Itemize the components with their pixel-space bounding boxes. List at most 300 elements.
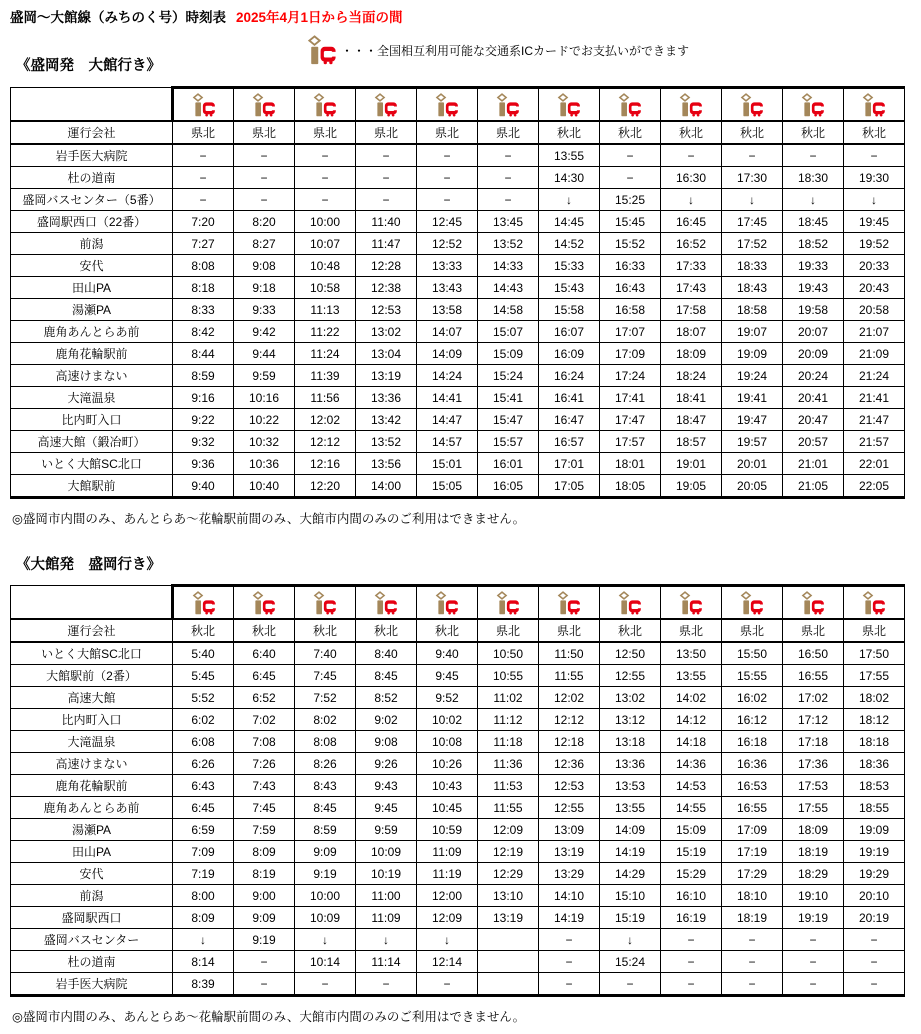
operator-cell: 秋北	[417, 619, 478, 642]
time-cell: 15:58	[539, 299, 600, 321]
time-cell: 13:19	[356, 365, 417, 387]
time-cell: 15:24	[600, 951, 661, 973]
time-cell: 7:02	[234, 709, 295, 731]
time-cell: 11:14	[356, 951, 417, 973]
time-cell: 18:18	[844, 731, 905, 753]
time-cell: 8:20	[234, 211, 295, 233]
time-cell: 12:50	[600, 642, 661, 665]
time-cell: 13:50	[661, 642, 722, 665]
time-cell: 13:55	[661, 665, 722, 687]
time-cell: 19:05	[661, 475, 722, 498]
ic-card-icon	[600, 586, 661, 620]
time-cell: 9:33	[234, 299, 295, 321]
time-cell: 16:53	[722, 775, 783, 797]
time-cell: 18:09	[661, 343, 722, 365]
time-cell: 10:43	[417, 775, 478, 797]
time-cell: 9:08	[234, 255, 295, 277]
time-cell: 16:30	[661, 167, 722, 189]
time-cell: 7:20	[173, 211, 234, 233]
ic-card-icon	[234, 88, 295, 122]
stop-name-cell: 安代	[11, 863, 173, 885]
time-cell: 14:18	[661, 731, 722, 753]
time-cell: 17:09	[600, 343, 661, 365]
time-cell: 16:41	[539, 387, 600, 409]
stop-row	[11, 775, 905, 797]
stop-row	[11, 819, 905, 841]
time-cell: 18:36	[844, 753, 905, 775]
time-cell: 17:02	[783, 687, 844, 709]
stop-row	[11, 299, 905, 321]
ic-card-icon	[783, 586, 844, 620]
stop-row	[11, 731, 905, 753]
operator-cell: 県北	[234, 121, 295, 144]
time-cell: 7:09	[173, 841, 234, 863]
stop-row	[11, 387, 905, 409]
time-cell: 13:52	[478, 233, 539, 255]
time-cell: 15:47	[478, 409, 539, 431]
time-cell: 8:52	[356, 687, 417, 709]
time-cell: 11:09	[356, 907, 417, 929]
stop-name-cell: 大滝温泉	[11, 387, 173, 409]
time-cell: 13:53	[600, 775, 661, 797]
time-cell: 14:33	[478, 255, 539, 277]
time-cell: −	[600, 167, 661, 189]
stop-name-cell: 杜の道南	[11, 951, 173, 973]
time-cell: 6:40	[234, 642, 295, 665]
ic-card-icon	[173, 586, 234, 620]
time-cell: −	[173, 167, 234, 189]
time-cell: −	[356, 167, 417, 189]
time-cell: 8:09	[234, 841, 295, 863]
operator-cell: 県北	[783, 619, 844, 642]
time-cell: 19:07	[722, 321, 783, 343]
time-cell: 8:08	[173, 255, 234, 277]
time-cell: 17:36	[783, 753, 844, 775]
stop-row	[11, 189, 905, 211]
time-cell: −	[600, 973, 661, 996]
stop-row	[11, 797, 905, 819]
time-cell: −	[722, 929, 783, 951]
ic-card-icon	[356, 88, 417, 122]
stop-row	[11, 841, 905, 863]
time-cell: 12:20	[295, 475, 356, 498]
time-cell: 20:58	[844, 299, 905, 321]
time-cell: 12:14	[417, 951, 478, 973]
time-cell: 17:41	[600, 387, 661, 409]
stop-name-cell: 比内町入口	[11, 709, 173, 731]
operator-cell: 秋北	[539, 121, 600, 144]
time-cell: 8:14	[173, 951, 234, 973]
time-cell: 19:24	[722, 365, 783, 387]
time-cell: −	[356, 144, 417, 167]
time-cell: 15:09	[661, 819, 722, 841]
operator-header-cell: 運行会社	[11, 121, 173, 144]
time-cell: −	[539, 951, 600, 973]
time-cell: 9:43	[356, 775, 417, 797]
time-cell: 19:09	[722, 343, 783, 365]
time-cell: −	[356, 973, 417, 996]
time-cell: 7:52	[295, 687, 356, 709]
time-cell: 19:43	[783, 277, 844, 299]
time-cell: 17:18	[783, 731, 844, 753]
section-heading-outbound: 《盛岡発 大館行き》	[16, 58, 161, 74]
time-cell: 18:19	[783, 841, 844, 863]
time-cell: 10:14	[295, 951, 356, 973]
time-cell: 18:58	[722, 299, 783, 321]
time-cell: 20:09	[783, 343, 844, 365]
time-cell: 13:12	[600, 709, 661, 731]
time-cell	[478, 973, 539, 996]
time-cell: 7:40	[295, 642, 356, 665]
time-cell: 19:09	[844, 819, 905, 841]
time-cell: 10:08	[417, 731, 478, 753]
time-cell: −	[844, 973, 905, 996]
time-cell: 14:30	[539, 167, 600, 189]
time-cell: 16:07	[539, 321, 600, 343]
time-cell: −	[417, 144, 478, 167]
time-cell: −	[417, 189, 478, 211]
operator-cell: 県北	[539, 619, 600, 642]
time-cell: 18:02	[844, 687, 905, 709]
time-cell: 13:42	[356, 409, 417, 431]
time-cell: −	[234, 144, 295, 167]
time-cell: 12:02	[295, 409, 356, 431]
timetable-outbound	[10, 86, 905, 499]
time-cell: 18:10	[722, 885, 783, 907]
time-cell: 12:00	[417, 885, 478, 907]
time-cell: 21:05	[783, 475, 844, 498]
time-cell: −	[173, 144, 234, 167]
time-cell: 21:47	[844, 409, 905, 431]
time-cell: 13:56	[356, 453, 417, 475]
time-cell: 21:41	[844, 387, 905, 409]
operator-cell: 秋北	[722, 121, 783, 144]
time-cell: 11:02	[478, 687, 539, 709]
time-cell: 15:24	[478, 365, 539, 387]
time-cell: 14:58	[478, 299, 539, 321]
time-cell: −	[295, 973, 356, 996]
time-cell: 12:53	[356, 299, 417, 321]
stop-row	[11, 665, 905, 687]
time-cell: 12:02	[539, 687, 600, 709]
time-cell: 12:45	[417, 211, 478, 233]
time-cell: 12:28	[356, 255, 417, 277]
time-cell: 16:10	[661, 885, 722, 907]
time-cell: 19:47	[722, 409, 783, 431]
time-cell: 11:55	[478, 797, 539, 819]
time-cell: 17:24	[600, 365, 661, 387]
time-cell: −	[783, 951, 844, 973]
time-cell: 9:40	[417, 642, 478, 665]
time-cell: 22:05	[844, 475, 905, 498]
time-cell: ↓	[844, 189, 905, 211]
time-cell: 13:02	[600, 687, 661, 709]
stop-row	[11, 431, 905, 453]
ic-card-icon	[173, 88, 234, 122]
operator-cell: 秋北	[844, 121, 905, 144]
time-cell: 19:33	[783, 255, 844, 277]
time-cell: 10:00	[295, 211, 356, 233]
time-cell: 14:29	[600, 863, 661, 885]
time-cell: −	[478, 167, 539, 189]
stop-row	[11, 642, 905, 665]
time-cell: 18:33	[722, 255, 783, 277]
time-cell: 7:59	[234, 819, 295, 841]
section-heading-inbound: 《大館発 盛岡行き》	[16, 557, 161, 573]
ic-header-row	[11, 586, 905, 620]
time-cell: 11:22	[295, 321, 356, 343]
time-cell: 9:18	[234, 277, 295, 299]
time-cell: −	[356, 189, 417, 211]
time-cell: 12:38	[356, 277, 417, 299]
time-cell: 11:50	[539, 642, 600, 665]
time-cell: 8:39	[173, 973, 234, 996]
time-cell: 15:05	[417, 475, 478, 498]
time-cell: 13:52	[356, 431, 417, 453]
time-cell: 11:39	[295, 365, 356, 387]
operator-cell: 県北	[356, 121, 417, 144]
operator-row	[11, 619, 905, 642]
stop-name-cell: 盛岡駅西口（22番）	[11, 211, 173, 233]
time-cell: −	[661, 973, 722, 996]
time-cell: 7:43	[234, 775, 295, 797]
time-cell: 7:08	[234, 731, 295, 753]
time-cell: 16:36	[722, 753, 783, 775]
operator-cell: 県北	[173, 121, 234, 144]
stop-row	[11, 277, 905, 299]
operator-cell: 秋北	[234, 619, 295, 642]
time-cell: 9:19	[234, 929, 295, 951]
operator-cell: 秋北	[295, 619, 356, 642]
time-cell: 16:47	[539, 409, 600, 431]
ic-card-icon	[417, 88, 478, 122]
time-cell: 8:45	[295, 797, 356, 819]
stop-name-cell: 高速けまない	[11, 365, 173, 387]
stop-name-cell: 湯瀬PA	[11, 819, 173, 841]
time-cell: 7:26	[234, 753, 295, 775]
stop-name-cell: 盛岡駅西口	[11, 907, 173, 929]
time-cell: 9:44	[234, 343, 295, 365]
time-cell: 17:55	[783, 797, 844, 819]
time-cell: 15:41	[478, 387, 539, 409]
operator-cell: 県北	[295, 121, 356, 144]
ic-card-icon	[295, 88, 356, 122]
stop-name-cell: 杜の道南	[11, 167, 173, 189]
time-cell: 20:24	[783, 365, 844, 387]
time-cell: 15:45	[600, 211, 661, 233]
time-cell: 12:09	[478, 819, 539, 841]
stop-name-cell: 高速大館（鍛冶町）	[11, 431, 173, 453]
ic-legend	[306, 33, 689, 67]
time-cell: 17:57	[600, 431, 661, 453]
time-cell: 21:57	[844, 431, 905, 453]
time-cell: 10:19	[356, 863, 417, 885]
time-cell: 8:45	[356, 665, 417, 687]
stop-name-cell: 田山PA	[11, 841, 173, 863]
time-cell: 15:19	[600, 907, 661, 929]
stop-row	[11, 709, 905, 731]
time-cell: 15:19	[661, 841, 722, 863]
time-cell: 12:29	[478, 863, 539, 885]
stop-row	[11, 365, 905, 387]
time-cell: 18:05	[600, 475, 661, 498]
title-period: 2025年4月1日から当面の間	[236, 10, 403, 25]
time-cell: 14:09	[417, 343, 478, 365]
time-cell: 9:16	[173, 387, 234, 409]
ic-card-icon	[661, 88, 722, 122]
time-cell: 9:09	[234, 907, 295, 929]
time-cell: 11:19	[417, 863, 478, 885]
time-cell: 9:59	[234, 365, 295, 387]
time-cell: 16:45	[661, 211, 722, 233]
ic-header-row	[11, 88, 905, 122]
stop-name-cell: 岩手医大病院	[11, 144, 173, 167]
time-cell: −	[722, 144, 783, 167]
time-cell: 10:16	[234, 387, 295, 409]
time-cell: 13:02	[356, 321, 417, 343]
time-cell: 12:19	[478, 841, 539, 863]
operator-cell: 県北	[661, 619, 722, 642]
stop-row	[11, 863, 905, 885]
time-cell: 18:43	[722, 277, 783, 299]
time-cell: 10:40	[234, 475, 295, 498]
note-outbound: ◎盛岡市内間のみ、あんとらあ～花輪駅前間のみ、大館市内間のみのご利用はできません。	[12, 512, 526, 526]
time-cell: 8:59	[295, 819, 356, 841]
time-cell: 17:29	[722, 863, 783, 885]
time-cell: 19:58	[783, 299, 844, 321]
time-cell: 16:57	[539, 431, 600, 453]
time-cell: 18:24	[661, 365, 722, 387]
time-cell: 12:55	[539, 797, 600, 819]
time-cell: 21:09	[844, 343, 905, 365]
time-cell: 9:36	[173, 453, 234, 475]
time-cell: −	[234, 189, 295, 211]
stop-name-cell: 前潟	[11, 885, 173, 907]
time-cell: −	[600, 144, 661, 167]
time-cell: 18:12	[844, 709, 905, 731]
time-cell: 10:50	[478, 642, 539, 665]
time-cell: 8:27	[234, 233, 295, 255]
time-cell	[478, 929, 539, 951]
stop-row	[11, 951, 905, 973]
time-cell: −	[722, 951, 783, 973]
time-cell: 17:12	[783, 709, 844, 731]
time-cell: 18:07	[661, 321, 722, 343]
time-cell: 13:55	[539, 144, 600, 167]
operator-cell: 秋北	[173, 619, 234, 642]
time-cell: −	[539, 973, 600, 996]
time-cell: 18:09	[783, 819, 844, 841]
ic-card-icon	[783, 88, 844, 122]
stop-name-cell: 比内町入口	[11, 409, 173, 431]
time-cell: 13:29	[539, 863, 600, 885]
time-cell: 10:48	[295, 255, 356, 277]
time-cell: 14:12	[661, 709, 722, 731]
time-cell: 5:52	[173, 687, 234, 709]
page-title	[10, 6, 403, 26]
stop-row	[11, 409, 905, 431]
time-cell: 20:57	[783, 431, 844, 453]
time-cell: 16:24	[539, 365, 600, 387]
time-cell: 19:45	[844, 211, 905, 233]
time-cell: 14:53	[661, 775, 722, 797]
time-cell: −	[783, 144, 844, 167]
ic-card-icon	[417, 586, 478, 620]
time-cell: 18:52	[783, 233, 844, 255]
stop-row	[11, 475, 905, 498]
time-cell: 11:53	[478, 775, 539, 797]
time-cell: 8:02	[295, 709, 356, 731]
time-cell: 17:07	[600, 321, 661, 343]
time-cell: ↓	[417, 929, 478, 951]
stop-name-cell: 鹿角あんとらあ前	[11, 321, 173, 343]
stop-name-cell: 盛岡バスセンター	[11, 929, 173, 951]
time-cell: −	[661, 144, 722, 167]
note-inbound: ◎盛岡市内間のみ、あんとらあ～花輪駅前間のみ、大館市内間のみのご利用はできません。	[12, 1010, 526, 1024]
time-cell: 10:58	[295, 277, 356, 299]
time-cell: 21:07	[844, 321, 905, 343]
time-cell: 17:58	[661, 299, 722, 321]
time-cell: 11:47	[356, 233, 417, 255]
operator-cell: 県北	[478, 619, 539, 642]
time-cell: −	[478, 189, 539, 211]
time-cell: 12:53	[539, 775, 600, 797]
time-cell: 6:43	[173, 775, 234, 797]
time-cell: 16:52	[661, 233, 722, 255]
corner-cell	[11, 586, 173, 620]
time-cell: 10:09	[356, 841, 417, 863]
time-cell: 19:01	[661, 453, 722, 475]
time-cell: 10:22	[234, 409, 295, 431]
stop-row	[11, 687, 905, 709]
time-cell: 9:22	[173, 409, 234, 431]
time-cell: 12:52	[417, 233, 478, 255]
time-cell: 16:50	[783, 642, 844, 665]
time-cell: 21:24	[844, 365, 905, 387]
ic-legend-text: ・・・全国相互利用可能な交通系ICカードでお支払いができます	[341, 43, 690, 58]
time-cell: 17:05	[539, 475, 600, 498]
time-cell: 16:43	[600, 277, 661, 299]
time-cell: 11:09	[417, 841, 478, 863]
time-cell: −	[844, 144, 905, 167]
time-cell: 15:01	[417, 453, 478, 475]
time-cell: 14:41	[417, 387, 478, 409]
time-cell: 15:57	[478, 431, 539, 453]
time-cell: 15:07	[478, 321, 539, 343]
time-cell: 18:19	[722, 907, 783, 929]
stop-row	[11, 211, 905, 233]
operator-cell: 秋北	[600, 619, 661, 642]
time-cell: 14:43	[478, 277, 539, 299]
time-cell: 12:12	[295, 431, 356, 453]
stop-row	[11, 907, 905, 929]
stop-row	[11, 167, 905, 189]
time-cell: 16:02	[722, 687, 783, 709]
time-cell: 19:19	[783, 907, 844, 929]
time-cell: 20:43	[844, 277, 905, 299]
time-cell: 14:00	[356, 475, 417, 498]
time-cell: 8:33	[173, 299, 234, 321]
stop-row	[11, 144, 905, 167]
time-cell: 10:32	[234, 431, 295, 453]
time-cell: 20:33	[844, 255, 905, 277]
time-cell: 20:19	[844, 907, 905, 929]
time-cell: 9:02	[356, 709, 417, 731]
time-cell: 20:07	[783, 321, 844, 343]
time-cell: 14:57	[417, 431, 478, 453]
stop-name-cell: 鹿角あんとらあ前	[11, 797, 173, 819]
stop-row	[11, 453, 905, 475]
